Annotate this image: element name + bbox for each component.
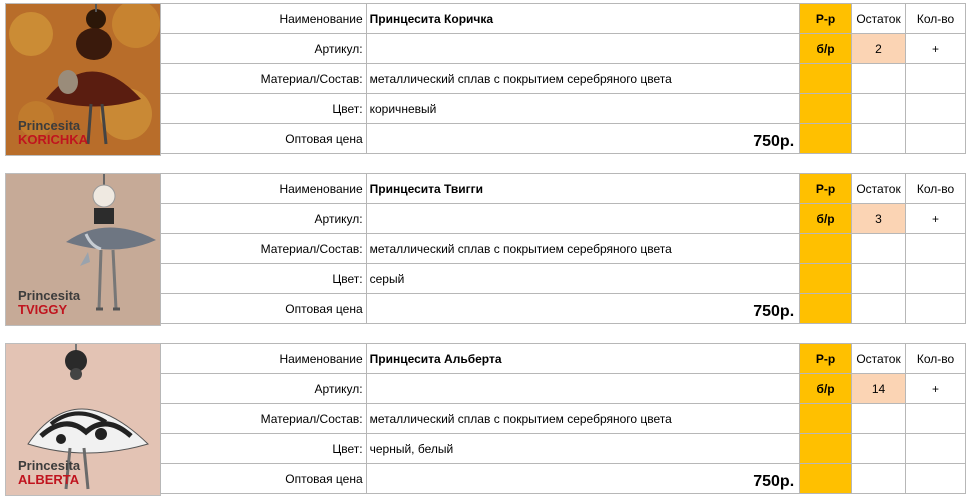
article-cell[interactable] [366, 204, 800, 234]
product-photo[interactable] [5, 343, 161, 496]
product-photo[interactable] [5, 173, 161, 326]
product-photo[interactable] [5, 3, 161, 156]
size-value: б/р [800, 34, 852, 64]
stock-cell [852, 404, 906, 434]
size-header: Р-р [800, 344, 852, 374]
size-cell [800, 234, 852, 264]
photo-caption [18, 459, 80, 487]
size-cell [800, 264, 852, 294]
size-cell [800, 294, 852, 324]
price-cell[interactable]: 750р. [366, 124, 800, 154]
name-cell[interactable]: Принцесита Твигги [366, 174, 800, 204]
qty-cell[interactable] [906, 404, 966, 434]
stock-cell [852, 234, 906, 264]
material-label: Материал/Состав: [161, 404, 367, 434]
size-cell [800, 124, 852, 154]
stock-header: Остаток [852, 174, 906, 204]
stock-cell [852, 294, 906, 324]
stock-cell [852, 94, 906, 124]
material-cell[interactable]: металлический сплав с покрытием серебряного цвета [366, 234, 800, 264]
product-block [0, 343, 966, 499]
article-label: Артикул: [161, 374, 367, 404]
photo-caption [18, 119, 88, 147]
stock-cell [852, 124, 906, 154]
article-label: Артикул: [161, 34, 367, 64]
size-header: Р-р [800, 174, 852, 204]
color-cell[interactable]: черный, белый [366, 434, 800, 464]
size-value: б/р [800, 204, 852, 234]
photo-caption-bottom: TVIGGY [18, 302, 68, 317]
stock-header: Остаток [852, 4, 906, 34]
material-cell[interactable]: металлический сплав с покрытием серебряного цвета [366, 404, 800, 434]
add-qty-button[interactable]: + [906, 204, 966, 234]
stock-cell [852, 434, 906, 464]
photo-caption [18, 289, 80, 317]
color-cell[interactable]: коричневый [366, 94, 800, 124]
color-label: Цвет: [161, 264, 367, 294]
price-cell[interactable]: 750р. [366, 464, 800, 494]
price-label: Оптовая цена [161, 124, 367, 154]
stock-header: Остаток [852, 344, 906, 374]
product-block [0, 3, 966, 159]
qty-cell[interactable] [906, 264, 966, 294]
qty-header: Кол-во [906, 4, 966, 34]
product-block [0, 173, 966, 329]
stock-value: 3 [852, 204, 906, 234]
qty-cell[interactable] [906, 64, 966, 94]
article-label: Артикул: [161, 204, 367, 234]
qty-cell[interactable] [906, 124, 966, 154]
photo-caption-top: Princesita [18, 118, 81, 133]
material-label: Материал/Состав: [161, 64, 367, 94]
size-cell [800, 404, 852, 434]
article-cell[interactable] [366, 34, 800, 64]
size-cell [800, 64, 852, 94]
qty-cell[interactable] [906, 234, 966, 264]
price-label: Оптовая цена [161, 464, 367, 494]
qty-cell[interactable] [906, 464, 966, 494]
add-qty-button[interactable]: + [906, 374, 966, 404]
add-qty-button[interactable]: + [906, 34, 966, 64]
qty-header: Кол-во [906, 174, 966, 204]
photo-caption-bottom: ALBERTA [18, 472, 80, 487]
photo-caption-top: Princesita [18, 458, 81, 473]
name-label: Наименование [161, 344, 367, 374]
color-label: Цвет: [161, 94, 367, 124]
name-label: Наименование [161, 4, 367, 34]
photo-caption-bottom: KORICHKA [18, 132, 89, 147]
stock-cell [852, 64, 906, 94]
qty-header: Кол-во [906, 344, 966, 374]
article-cell[interactable] [366, 374, 800, 404]
price-cell[interactable]: 750р. [366, 294, 800, 324]
size-value: б/р [800, 374, 852, 404]
stock-value: 14 [852, 374, 906, 404]
name-label: Наименование [161, 174, 367, 204]
name-cell[interactable]: Принцесита Коричка [366, 4, 800, 34]
product-table [160, 3, 966, 154]
stock-value: 2 [852, 34, 906, 64]
qty-cell[interactable] [906, 434, 966, 464]
product-table [160, 343, 966, 494]
product-table [160, 173, 966, 324]
color-label: Цвет: [161, 434, 367, 464]
stock-cell [852, 464, 906, 494]
size-cell [800, 94, 852, 124]
name-cell[interactable]: Принцесита Альберта [366, 344, 800, 374]
stock-cell [852, 264, 906, 294]
material-label: Материал/Состав: [161, 234, 367, 264]
size-header: Р-р [800, 4, 852, 34]
qty-cell[interactable] [906, 94, 966, 124]
size-cell [800, 434, 852, 464]
material-cell[interactable]: металлический сплав с покрытием серебряного цвета [366, 64, 800, 94]
size-cell [800, 464, 852, 494]
color-cell[interactable]: серый [366, 264, 800, 294]
qty-cell[interactable] [906, 294, 966, 324]
photo-caption-top: Princesita [18, 288, 81, 303]
price-label: Оптовая цена [161, 294, 367, 324]
